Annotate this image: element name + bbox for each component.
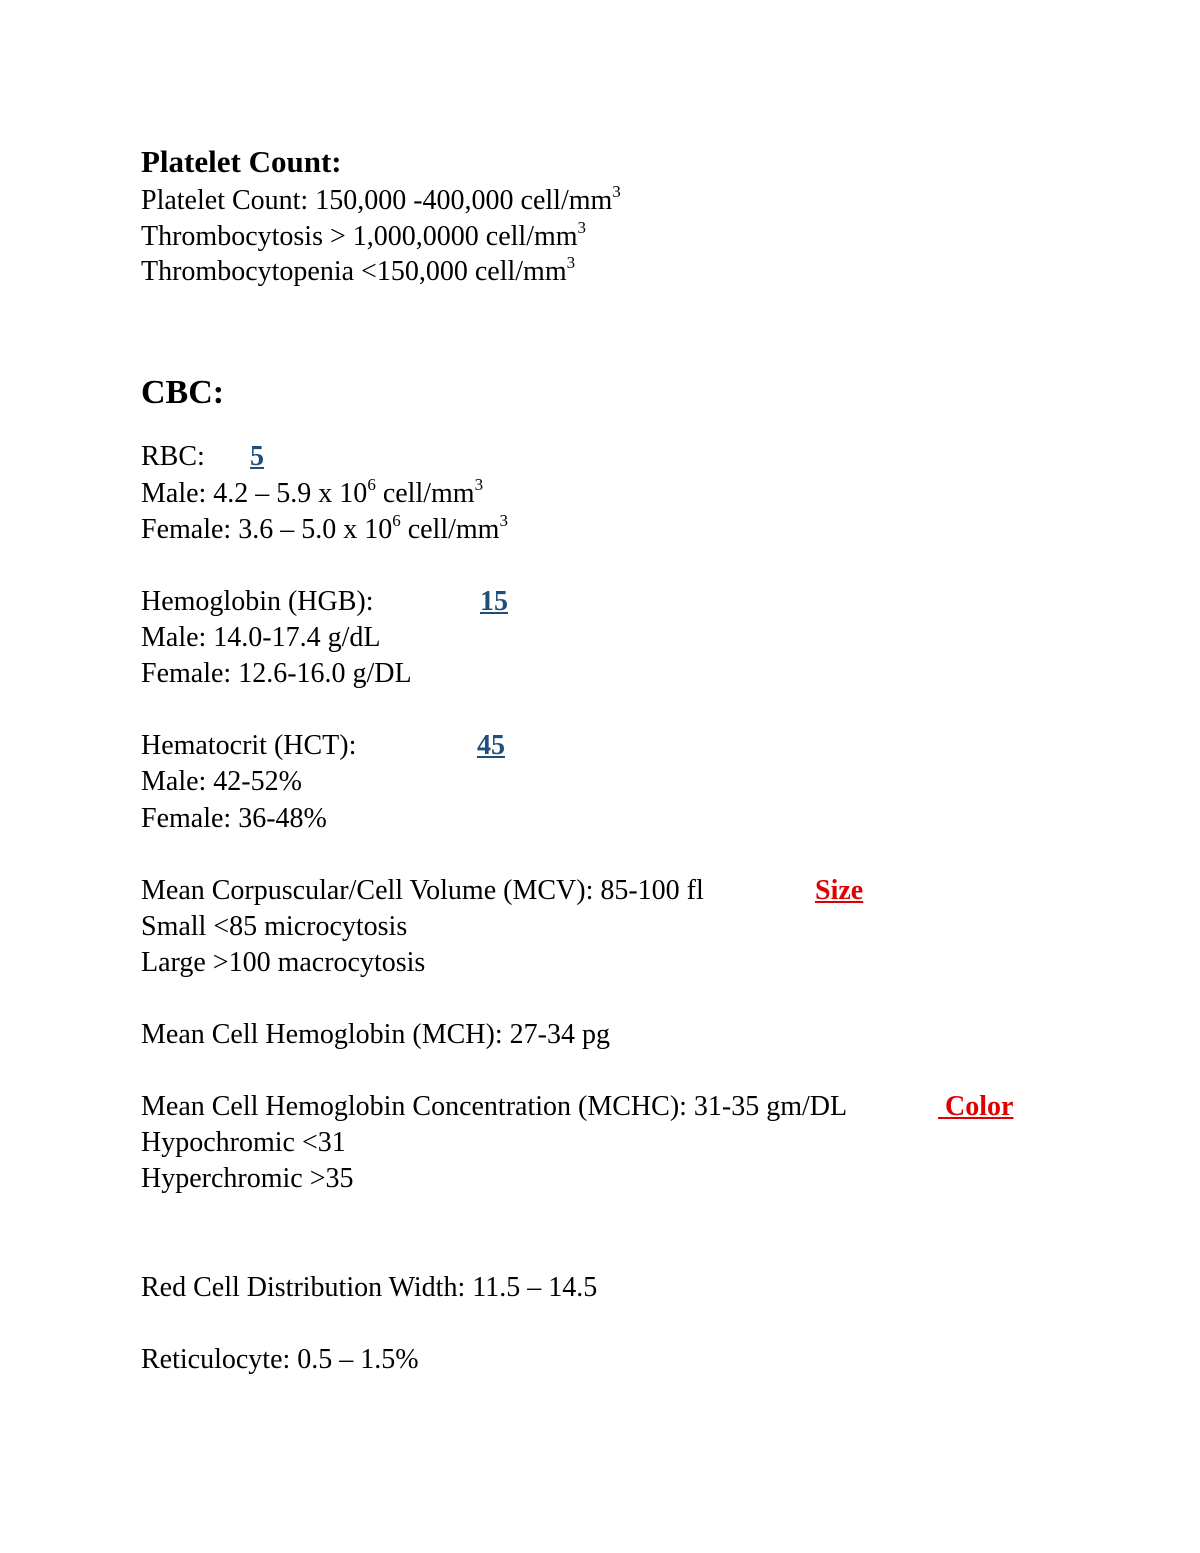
thrombocytosis-line: Thrombocytosis > 1,000,0000 cell/$mm^3$ (141, 218, 587, 252)
rdw-line: Red Cell Distribution Width: 11.5 – 14.5 (141, 1272, 598, 1303)
thrombocytopenia-line: Thrombocytopenia <150,000 cell/$mm^3$ (141, 253, 576, 287)
mcv-large-line: Large >100 macrocytosis (141, 947, 426, 978)
mchc-hyperchromic-line: Hyperchromic >35 (141, 1163, 354, 1194)
rbc-label: RBC: (141, 441, 205, 472)
hct-label: Hematocrit (HCT): (141, 730, 357, 761)
mchc-hypochromic-line: Hypochromic <31 (141, 1127, 346, 1158)
mcv-small-line: Small <85 microcytosis (141, 911, 408, 942)
mcv-label: Mean Corpuscular/Cell Volume (MCV): 85-100 fl (141, 875, 704, 906)
hgb-label: Hemoglobin (HGB): (141, 586, 374, 617)
platelet-range: Platelet Count: 150,000 -400,000 cell/$mm^3$ (141, 182, 621, 216)
platelet-heading: Platelet Count: (141, 144, 342, 179)
hct-value: 45 (477, 730, 505, 761)
hct-female-range: Female: 36-48% (141, 803, 327, 834)
mcv-size-tag: Size (815, 875, 864, 906)
rbc-male-range: Male: 4.2 – 5.9 x $10^6$ cell/$mm^3$ (141, 475, 484, 509)
rbc-value: 5 (250, 441, 264, 472)
hct-male-range: Male: 42-52% (141, 766, 302, 797)
mchc-label: Mean Cell Hemoglobin Concentration (MCHC): 31-35 gm/DL (141, 1091, 848, 1122)
cbc-heading: CBC: (141, 374, 225, 411)
mch-line: Mean Cell Hemoglobin (MCH): 27-34 pg (141, 1019, 610, 1050)
hgb-value: 15 (480, 586, 508, 617)
mchc-color-tag: Color (938, 1091, 1014, 1122)
hgb-female-range: Female: 12.6-16.0 g/DL (141, 658, 412, 689)
reticulocyte-line: Reticulocyte: 0.5 – 1.5% (141, 1344, 419, 1375)
rbc-female-range: Female: 3.6 – 5.0 x $10^6$ cell/$mm^3$ (141, 511, 508, 545)
hgb-male-range: Male: 14.0-17.4 g/dL (141, 622, 381, 653)
